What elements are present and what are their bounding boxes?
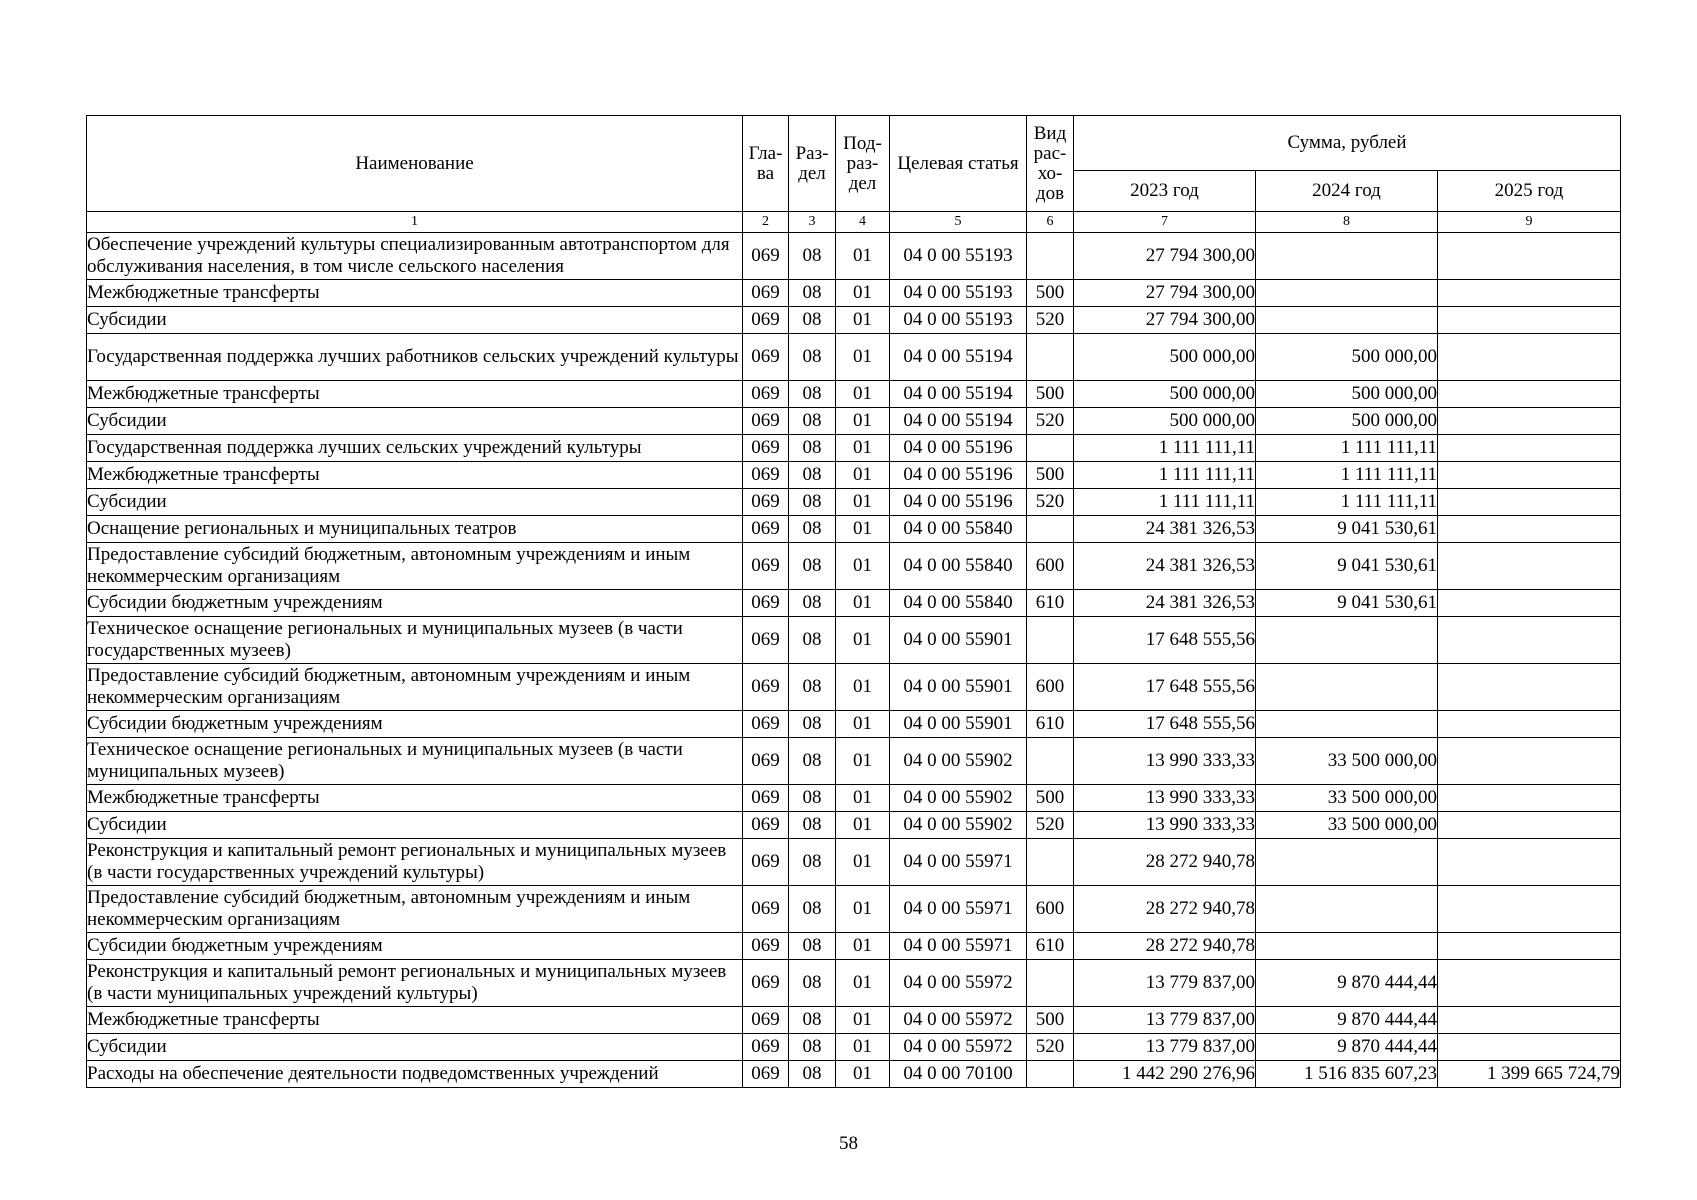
header-vid-text: Вид рас-хо-дов: [1033, 122, 1067, 204]
table-row: [87, 307, 1621, 334]
row-sum-2025: [1438, 839, 1621, 886]
header-celevaya-statya: [890, 116, 1027, 212]
col-num: 5: [890, 212, 1027, 233]
row-podrazdel: 01: [836, 307, 890, 334]
row-sum-2024: 500 000,00: [1256, 408, 1438, 435]
row-vid-rashodov: 500: [1027, 462, 1074, 489]
row-vid-rashodov: 500: [1027, 785, 1074, 812]
row-celevaya-statya: 04 0 00 55972: [890, 960, 1027, 1007]
row-sum-2023: 500 000,00: [1074, 381, 1256, 408]
row-sum-2024: 33 500 000,00: [1256, 738, 1438, 785]
row-sum-2024: [1256, 307, 1438, 334]
row-razdel: 08: [789, 711, 836, 738]
row-podrazdel: 01: [836, 886, 890, 933]
row-celevaya-statya: 04 0 00 55901: [890, 617, 1027, 664]
table-row: [87, 280, 1621, 307]
row-sum-2024: [1256, 664, 1438, 711]
row-vid-rashodov: 500: [1027, 381, 1074, 408]
row-razdel: 08: [789, 839, 836, 886]
row-name: Оснащение региональных и муниципальных театров: [87, 516, 743, 543]
table-row: [87, 462, 1621, 489]
row-razdel: 08: [789, 280, 836, 307]
row-sum-2024: [1256, 711, 1438, 738]
row-name: Предоставление субсидий бюджетным, автономным учреждениям и иным некоммерческим организациям: [87, 886, 743, 933]
row-vid-rashodov: [1027, 334, 1074, 381]
row-podrazdel: 01: [836, 664, 890, 711]
row-celevaya-statya: 04 0 00 55902: [890, 738, 1027, 785]
row-podrazdel: 01: [836, 280, 890, 307]
table-row: [87, 617, 1621, 664]
row-sum-2024: 500 000,00: [1256, 334, 1438, 381]
row-sum-2025: [1438, 334, 1621, 381]
row-sum-2025: [1438, 664, 1621, 711]
row-podrazdel: 01: [836, 334, 890, 381]
row-glava: 069: [743, 886, 789, 933]
row-sum-2023: 13 779 837,00: [1074, 960, 1256, 1007]
row-podrazdel: 01: [836, 462, 890, 489]
table-row: [87, 516, 1621, 543]
row-razdel: 08: [789, 408, 836, 435]
row-celevaya-statya: 04 0 00 55196: [890, 462, 1027, 489]
table-row: [87, 590, 1621, 617]
row-name: Обеспечение учреждений культуры специализированным автотранспортом для обслуживания населения, в том числе сельского населения: [87, 233, 743, 280]
row-razdel: 08: [789, 1007, 836, 1034]
row-name: Субсидии: [87, 408, 743, 435]
row-sum-2025: [1438, 617, 1621, 664]
row-sum-2023: 27 794 300,00: [1074, 307, 1256, 334]
row-celevaya-statya: 04 0 00 55193: [890, 307, 1027, 334]
row-celevaya-statya: 04 0 00 55840: [890, 590, 1027, 617]
row-sum-2025: [1438, 886, 1621, 933]
row-razdel: 08: [789, 543, 836, 590]
row-glava: 069: [743, 1034, 789, 1061]
row-sum-2025: [1438, 307, 1621, 334]
table-row: [87, 933, 1621, 960]
row-sum-2024: [1256, 233, 1438, 280]
table-row: [87, 738, 1621, 785]
row-name: Реконструкция и капитальный ремонт региональных и муниципальных музеев (в части государственных учреждений культуры): [87, 839, 743, 886]
row-celevaya-statya: 04 0 00 55193: [890, 280, 1027, 307]
row-vid-rashodov: 520: [1027, 408, 1074, 435]
row-glava: 069: [743, 233, 789, 280]
budget-table: [86, 115, 1621, 1088]
row-name: Межбюджетные трансферты: [87, 1007, 743, 1034]
row-sum-2024: 9 041 530,61: [1256, 543, 1438, 590]
row-glava: 069: [743, 381, 789, 408]
row-sum-2024: 1 111 111,11: [1256, 462, 1438, 489]
row-sum-2024: 500 000,00: [1256, 381, 1438, 408]
col-num: 3: [789, 212, 836, 233]
row-glava: 069: [743, 280, 789, 307]
row-celevaya-statya: 04 0 00 55972: [890, 1007, 1027, 1034]
row-sum-2023: 13 990 333,33: [1074, 785, 1256, 812]
row-sum-2025: [1438, 233, 1621, 280]
row-podrazdel: 01: [836, 960, 890, 1007]
row-sum-2023: 17 648 555,56: [1074, 664, 1256, 711]
row-sum-2024: 1 516 835 607,23: [1256, 1061, 1438, 1088]
row-razdel: 08: [789, 664, 836, 711]
col-num: 6: [1027, 212, 1074, 233]
table-row: [87, 381, 1621, 408]
row-razdel: 08: [789, 590, 836, 617]
row-podrazdel: 01: [836, 233, 890, 280]
row-razdel: 08: [789, 1061, 836, 1088]
row-podrazdel: 01: [836, 590, 890, 617]
row-celevaya-statya: 04 0 00 55971: [890, 886, 1027, 933]
row-celevaya-statya: 04 0 00 55902: [890, 812, 1027, 839]
row-glava: 069: [743, 839, 789, 886]
row-sum-2025: [1438, 1007, 1621, 1034]
row-sum-2023: 24 381 326,53: [1074, 516, 1256, 543]
table-row: [87, 785, 1621, 812]
row-vid-rashodov: 610: [1027, 933, 1074, 960]
row-name: Субсидии: [87, 489, 743, 516]
row-sum-2025: [1438, 408, 1621, 435]
row-sum-2025: [1438, 933, 1621, 960]
table-row: [87, 334, 1621, 381]
row-celevaya-statya: 04 0 00 55972: [890, 1034, 1027, 1061]
row-glava: 069: [743, 785, 789, 812]
row-vid-rashodov: [1027, 516, 1074, 543]
row-sum-2023: 13 779 837,00: [1074, 1034, 1256, 1061]
row-name: Субсидии: [87, 1034, 743, 1061]
row-sum-2025: 1 399 665 724,79: [1438, 1061, 1621, 1088]
row-glava: 069: [743, 334, 789, 381]
row-celevaya-statya: 04 0 00 70100: [890, 1061, 1027, 1088]
row-razdel: 08: [789, 233, 836, 280]
row-sum-2023: 28 272 940,78: [1074, 886, 1256, 933]
row-vid-rashodov: [1027, 233, 1074, 280]
row-glava: 069: [743, 489, 789, 516]
row-vid-rashodov: 520: [1027, 307, 1074, 334]
col-num: 9: [1438, 212, 1621, 233]
row-sum-2024: 9 041 530,61: [1256, 516, 1438, 543]
table-row: [87, 1034, 1621, 1061]
row-celevaya-statya: 04 0 00 55194: [890, 334, 1027, 381]
row-sum-2025: [1438, 960, 1621, 1007]
row-podrazdel: 01: [836, 489, 890, 516]
row-vid-rashodov: 500: [1027, 1007, 1074, 1034]
row-razdel: 08: [789, 381, 836, 408]
row-podrazdel: 01: [836, 839, 890, 886]
row-glava: 069: [743, 960, 789, 1007]
row-podrazdel: 01: [836, 435, 890, 462]
row-podrazdel: 01: [836, 1007, 890, 1034]
table-row: [87, 886, 1621, 933]
row-sum-2024: 9 870 444,44: [1256, 1007, 1438, 1034]
row-sum-2024: 9 041 530,61: [1256, 590, 1438, 617]
row-podrazdel: 01: [836, 785, 890, 812]
row-razdel: 08: [789, 334, 836, 381]
row-vid-rashodov: 500: [1027, 280, 1074, 307]
row-sum-2023: 27 794 300,00: [1074, 280, 1256, 307]
row-sum-2023: 1 442 290 276,96: [1074, 1061, 1256, 1088]
header-year-2025: 2025 год: [1438, 171, 1621, 212]
row-vid-rashodov: 600: [1027, 664, 1074, 711]
table-row: [87, 1007, 1621, 1034]
row-name: Субсидии бюджетным учреждениям: [87, 711, 743, 738]
row-celevaya-statya: 04 0 00 55971: [890, 839, 1027, 886]
row-glava: 069: [743, 307, 789, 334]
row-glava: 069: [743, 617, 789, 664]
row-name: Субсидии: [87, 307, 743, 334]
row-name: Государственная поддержка лучших сельских учреждений культуры: [87, 435, 743, 462]
row-sum-2025: [1438, 462, 1621, 489]
row-vid-rashodov: 610: [1027, 711, 1074, 738]
row-podrazdel: 01: [836, 516, 890, 543]
row-celevaya-statya: 04 0 00 55194: [890, 408, 1027, 435]
table-row: [87, 233, 1621, 280]
row-name: Предоставление субсидий бюджетным, автономным учреждениям и иным некоммерческим организациям: [87, 543, 743, 590]
header-celevaya-text: Целевая статья: [897, 152, 1019, 174]
col-num: 8: [1256, 212, 1438, 233]
row-sum-2024: [1256, 280, 1438, 307]
row-sum-2023: 27 794 300,00: [1074, 233, 1256, 280]
page-number: 58: [839, 1133, 858, 1154]
row-celevaya-statya: 04 0 00 55196: [890, 435, 1027, 462]
row-vid-rashodov: [1027, 1061, 1074, 1088]
row-razdel: 08: [789, 785, 836, 812]
row-sum-2023: 500 000,00: [1074, 334, 1256, 381]
row-razdel: 08: [789, 307, 836, 334]
row-sum-2024: [1256, 617, 1438, 664]
row-celevaya-statya: 04 0 00 55196: [890, 489, 1027, 516]
row-celevaya-statya: 04 0 00 55902: [890, 785, 1027, 812]
row-vid-rashodov: 520: [1027, 1034, 1074, 1061]
table-row: [87, 839, 1621, 886]
row-glava: 069: [743, 664, 789, 711]
row-podrazdel: 01: [836, 933, 890, 960]
row-podrazdel: 01: [836, 812, 890, 839]
header-year-2024: 2024 год: [1256, 171, 1438, 212]
row-sum-2025: [1438, 711, 1621, 738]
row-name: Межбюджетные трансферты: [87, 462, 743, 489]
row-sum-2025: [1438, 1034, 1621, 1061]
header-podrazdel: [836, 116, 890, 212]
table-row: [87, 711, 1621, 738]
row-name: Государственная поддержка лучших работников сельских учреждений культуры: [87, 334, 743, 381]
row-razdel: 08: [789, 462, 836, 489]
row-sum-2023: 17 648 555,56: [1074, 711, 1256, 738]
row-sum-2023: 13 990 333,33: [1074, 738, 1256, 785]
row-sum-2023: 24 381 326,53: [1074, 543, 1256, 590]
row-name: Межбюджетные трансферты: [87, 785, 743, 812]
row-sum-2025: [1438, 516, 1621, 543]
header-glava: [743, 116, 789, 212]
row-razdel: 08: [789, 617, 836, 664]
row-vid-rashodov: 600: [1027, 886, 1074, 933]
row-name: Межбюджетные трансферты: [87, 381, 743, 408]
row-sum-2023: 500 000,00: [1074, 408, 1256, 435]
row-sum-2023: 1 111 111,11: [1074, 435, 1256, 462]
row-podrazdel: 01: [836, 711, 890, 738]
row-glava: 069: [743, 543, 789, 590]
row-sum-2025: [1438, 489, 1621, 516]
row-razdel: 08: [789, 812, 836, 839]
row-sum-2025: [1438, 812, 1621, 839]
row-glava: 069: [743, 1061, 789, 1088]
row-podrazdel: 01: [836, 1061, 890, 1088]
row-razdel: 08: [789, 886, 836, 933]
row-podrazdel: 01: [836, 738, 890, 785]
row-sum-2024: 1 111 111,11: [1256, 435, 1438, 462]
row-vid-rashodov: 520: [1027, 489, 1074, 516]
row-celevaya-statya: 04 0 00 55971: [890, 933, 1027, 960]
row-sum-2023: 17 648 555,56: [1074, 617, 1256, 664]
row-celevaya-statya: 04 0 00 55840: [890, 516, 1027, 543]
row-glava: 069: [743, 408, 789, 435]
row-celevaya-statya: 04 0 00 55840: [890, 543, 1027, 590]
row-celevaya-statya: 04 0 00 55901: [890, 711, 1027, 738]
row-glava: 069: [743, 462, 789, 489]
row-sum-2024: [1256, 933, 1438, 960]
header-razdel-text: Раз-дел: [795, 142, 829, 184]
row-name: Межбюджетные трансферты: [87, 280, 743, 307]
row-razdel: 08: [789, 516, 836, 543]
table-row: [87, 543, 1621, 590]
row-sum-2024: 1 111 111,11: [1256, 489, 1438, 516]
row-sum-2023: 13 779 837,00: [1074, 1007, 1256, 1034]
row-glava: 069: [743, 711, 789, 738]
row-celevaya-statya: 04 0 00 55193: [890, 233, 1027, 280]
table-row: [87, 435, 1621, 462]
header-razdel: [789, 116, 836, 212]
row-sum-2024: [1256, 839, 1438, 886]
row-podrazdel: 01: [836, 1034, 890, 1061]
row-celevaya-statya: 04 0 00 55194: [890, 381, 1027, 408]
header-glava-text: Гла-ва: [748, 142, 783, 184]
row-name: Расходы на обеспечение деятельности подведомственных учреждений: [87, 1061, 743, 1088]
header-name: Наименование: [87, 116, 743, 212]
header-podrazdel-text: Под-раз-дел: [843, 132, 882, 194]
row-sum-2025: [1438, 785, 1621, 812]
row-name: Техническое оснащение региональных и муниципальных музеев (в части муниципальных музеев): [87, 738, 743, 785]
row-glava: 069: [743, 435, 789, 462]
table-row: [87, 408, 1621, 435]
column-number-row: [87, 212, 1621, 233]
row-razdel: 08: [789, 435, 836, 462]
row-vid-rashodov: 520: [1027, 812, 1074, 839]
row-vid-rashodov: [1027, 435, 1074, 462]
row-glava: 069: [743, 590, 789, 617]
row-sum-2023: 24 381 326,53: [1074, 590, 1256, 617]
row-vid-rashodov: [1027, 839, 1074, 886]
row-glava: 069: [743, 516, 789, 543]
row-podrazdel: 01: [836, 543, 890, 590]
row-razdel: 08: [789, 738, 836, 785]
col-num: 2: [743, 212, 789, 233]
row-sum-2025: [1438, 738, 1621, 785]
row-podrazdel: 01: [836, 381, 890, 408]
table-body: [87, 233, 1621, 1088]
row-vid-rashodov: [1027, 960, 1074, 1007]
row-sum-2024: 9 870 444,44: [1256, 1034, 1438, 1061]
row-sum-2025: [1438, 543, 1621, 590]
col-num: 4: [836, 212, 890, 233]
header-vid-rashodov: [1027, 116, 1074, 212]
row-sum-2023: 28 272 940,78: [1074, 933, 1256, 960]
row-sum-2025: [1438, 381, 1621, 408]
row-sum-2023: 28 272 940,78: [1074, 839, 1256, 886]
row-name: Техническое оснащение региональных и муниципальных музеев (в части государственных музеев): [87, 617, 743, 664]
row-sum-2024: 9 870 444,44: [1256, 960, 1438, 1007]
row-vid-rashodov: 600: [1027, 543, 1074, 590]
table-row: [87, 489, 1621, 516]
row-celevaya-statya: 04 0 00 55901: [890, 664, 1027, 711]
row-name: Субсидии бюджетным учреждениям: [87, 590, 743, 617]
row-name: Реконструкция и капитальный ремонт региональных и муниципальных музеев (в части муниципальных учреждений культуры): [87, 960, 743, 1007]
row-glava: 069: [743, 933, 789, 960]
row-razdel: 08: [789, 489, 836, 516]
row-sum-2024: 33 500 000,00: [1256, 785, 1438, 812]
row-sum-2025: [1438, 435, 1621, 462]
row-sum-2023: 1 111 111,11: [1074, 489, 1256, 516]
row-glava: 069: [743, 1007, 789, 1034]
row-sum-2024: [1256, 886, 1438, 933]
row-name: Субсидии бюджетным учреждениям: [87, 933, 743, 960]
row-sum-2024: 33 500 000,00: [1256, 812, 1438, 839]
row-sum-2025: [1438, 280, 1621, 307]
row-sum-2023: 1 111 111,11: [1074, 462, 1256, 489]
row-podrazdel: 01: [836, 617, 890, 664]
row-name: Субсидии: [87, 812, 743, 839]
row-glava: 069: [743, 738, 789, 785]
row-glava: 069: [743, 812, 789, 839]
row-vid-rashodov: 610: [1027, 590, 1074, 617]
col-num: 7: [1074, 212, 1256, 233]
row-razdel: 08: [789, 933, 836, 960]
row-name: Предоставление субсидий бюджетным, автономным учреждениям и иным некоммерческим организациям: [87, 664, 743, 711]
row-vid-rashodov: [1027, 738, 1074, 785]
row-razdel: 08: [789, 1034, 836, 1061]
row-podrazdel: 01: [836, 408, 890, 435]
header-year-2023: 2023 год: [1074, 171, 1256, 212]
header-summa: Сумма, рублей: [1074, 116, 1621, 171]
col-num: 1: [87, 212, 743, 233]
row-vid-rashodov: [1027, 617, 1074, 664]
row-sum-2023: 13 990 333,33: [1074, 812, 1256, 839]
table-row: [87, 664, 1621, 711]
table-row: [87, 1061, 1621, 1088]
table-row: [87, 812, 1621, 839]
row-razdel: 08: [789, 960, 836, 1007]
table-row: [87, 960, 1621, 1007]
row-sum-2025: [1438, 590, 1621, 617]
